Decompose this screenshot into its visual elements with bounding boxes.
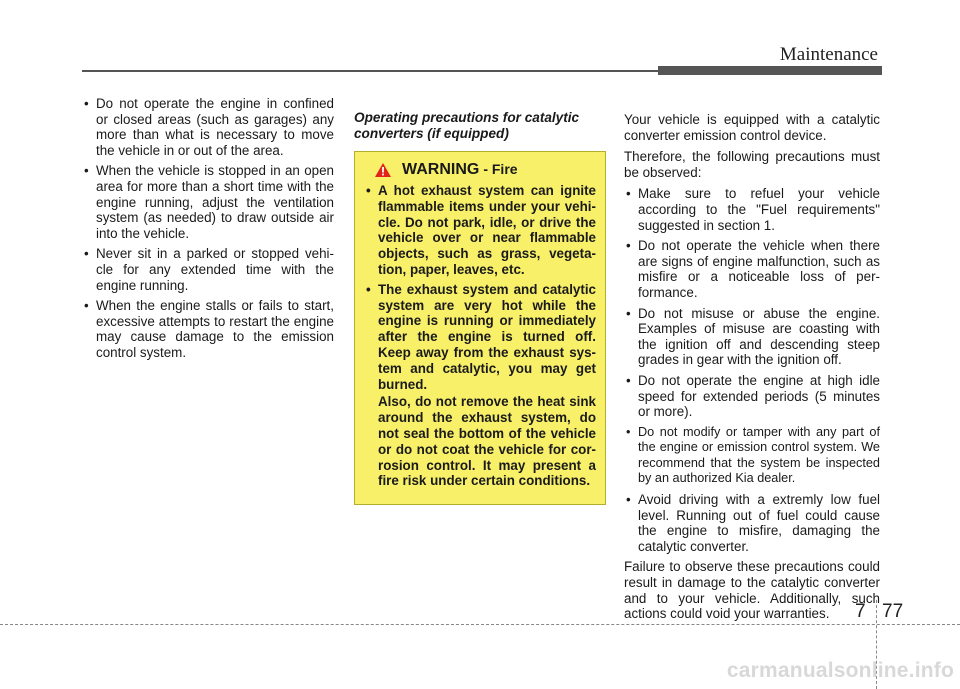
- footer-rule: [0, 624, 960, 625]
- list-item: • Do not operate the engine in confined or closed areas (such as garages) any more than what is necessary to move the vehicle in or out of the area.: [82, 96, 334, 158]
- list-item: • Do not operate the vehicle when there are signs of engine malfunction, such as misfire or a noticeable loss of per-formance.: [624, 238, 880, 300]
- middle-column: [354, 110, 606, 505]
- list-item: • Do not modify or tamper with any part of the engine or emission control system. We recommend that the system be inspected by an authorized Kia dealer.: [624, 425, 880, 487]
- list-item: • A hot exhaust system can ignite flammable items under your vehi-cle. Do not park, idle, or drive the vehicle over or near flammable objects, such as grass, vegeta-tion, paper, leaves, etc.: [364, 183, 596, 278]
- closing-paragraph: Failure to observe these precautions could result in damage to the catalytic converter and to your vehicle. Additionally, such actions could void your warranties.: [624, 559, 880, 622]
- warning-sublabel: - Fire: [483, 161, 518, 178]
- warning-triangle-icon: [374, 162, 392, 178]
- intro-paragraph: Your vehicle is equipped with a catalytic converter emission control device.: [624, 112, 880, 143]
- list-item: • When the vehicle is stopped in an open area for more than a short time with the engine running, adjust the ventilation system (as needed) to draw outside air into the vehicle.: [82, 163, 334, 241]
- chapter-number: 7: [855, 601, 866, 622]
- page-header-title: Maintenance: [779, 44, 878, 65]
- right-column: [624, 112, 880, 628]
- list-item: • Make sure to refuel your vehicle according to the "Fuel requirements" suggested in section 1.: [624, 186, 880, 233]
- warning-box: [354, 151, 606, 505]
- precautions-intro: Therefore, the following precautions must be observed:: [624, 149, 880, 180]
- list-item: • Avoid driving with a extremly low fuel level. Running out of fuel could cause the engine to misfire, damaging the catalytic converter.: [624, 492, 880, 554]
- precautions-list: [624, 186, 880, 554]
- list-item: [364, 282, 596, 489]
- header-bar: [658, 66, 882, 75]
- left-column: [82, 96, 334, 366]
- warning-extra-text: Also, do not remove the heat sink around the exhaust system, do not seal the bottom of the vehicle or do not coat the vehicle for cor-rosion control. It may present a fire risk under certain conditions.: [378, 394, 596, 489]
- list-item: • Never sit in a parked or stopped vehi-cle for any extended time with the engine running.: [82, 246, 334, 293]
- watermark: carmanualsonline.info: [726, 659, 954, 682]
- engine-safety-list: [82, 96, 334, 361]
- page-number: 77: [882, 601, 904, 622]
- list-item: • When the engine stalls or fails to start, excessive attempts to restart the engine may cause damage to the emission control system.: [82, 298, 334, 360]
- warning-label: WARNING: [402, 161, 480, 179]
- list-item: • Do not operate the engine at high idle speed for extended periods (5 minutes or more).: [624, 373, 880, 420]
- warning-list: [364, 183, 596, 489]
- list-item: • Do not misuse or abuse the engine. Examples of misuse are coasting with the ignition off and descending steep grades in gear with the ignition off.: [624, 306, 880, 368]
- warning-header: [364, 162, 596, 178]
- warning-bullet-text: The exhaust system and catalytic system are very hot while the engine is running or immediately after the engine is turned off. Keep away from the exhaust sys-tem and catalytic, you may get burned.: [378, 281, 596, 392]
- section-heading: Operating precautions for catalytic converters (if equipped): [354, 110, 580, 141]
